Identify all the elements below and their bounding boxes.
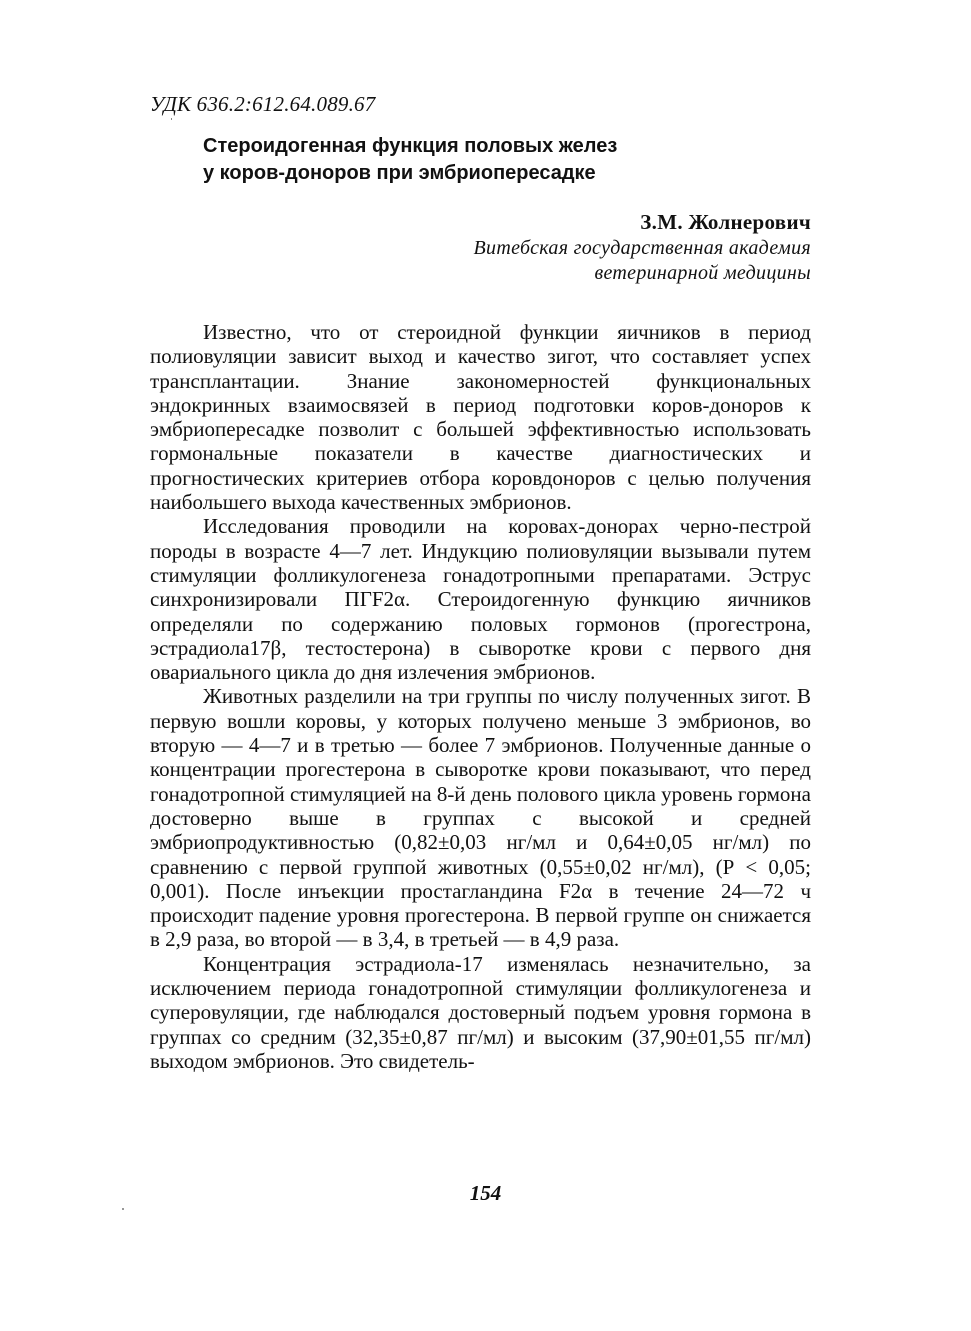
affiliation-line-1: Витебская государственная академия bbox=[473, 237, 811, 259]
page-number: 154 bbox=[469, 1181, 502, 1205]
scan-speck bbox=[122, 1208, 124, 1210]
article-title-line-1: Стероидогенная функция половых желез bbox=[203, 135, 618, 157]
article-title bbox=[203, 133, 763, 187]
paragraph-2: Исследования проводили на коровах-донорах черно-пестрой породы в возрасте 4—7 лет. Индукцию полиовуляции вызывали путем стимуляции фолликулогенеза гонадотропными препаратами. Эструс синхронизировали ПГF2α. Стероидогенную функцию яичников определяли по содержанию половых гормонов (прогестрона, эстрадиола17β, тестостерона) в сыворотке крови с первого дня овариального цикла до дня излечения эмбрионов. bbox=[150, 514, 811, 685]
paragraph-4: Концентрация эстрадиола-17 изменялась незначительно, за исключением периода гонадотропной стимуляции фолликулогенеза и суперовуляции, где наблюдался достоверный подъем уровня гормона в группах со средним (32,35±0,87 пг/мл) и высоким (37,90±01,55 пг/мл) выходом эмбрионов. Это свидетель- bbox=[150, 951, 811, 1073]
article-title-line-2: у коров-доноров при эмбриопересадке bbox=[203, 162, 596, 184]
author-block bbox=[474, 208, 811, 286]
article-body bbox=[150, 320, 811, 1073]
paragraph-1: Известно, что от стероидной функции яичников в период полиовуляции зависит выход и качество зигот, что составляет успех трансплантации. Знание закономерностей функциональных эндокринных взаимосвязей в период подготовки коров-доноров к эмбриопересадке позволит с большей эффективностью использовать гормональные показатели в качестве диагностических и прогностических критериев отбора коровдоноров с целью получения наибольшего выхода качественных эмбрионов. bbox=[150, 320, 811, 515]
scan-speck bbox=[171, 118, 172, 120]
author-name: З.М. Жолнерович bbox=[640, 210, 811, 234]
paragraph-3: Животных разделили на три группы по числу полученных зигот. В первую вошли коровы, у которых получено меньше 3 эмбрионов, во вторую — 4—7 и в третью — более 7 эмбрионов. Полученные данные о концентрации прогестерона в сыворотке крови показывают, что перед гонадотропной стимуляцией на 8-й день полового цикла уровень гормона достоверно выше в группах с высокой и средней эмбриопродуктивностью (0,82±0,03 нг/мл и 0,64±0,05 нг/мл) по сравнению с первой группой животных (0,55±0,02 нг/мл), (Р < 0,05; 0,001). После инъекции простагландина F2α в течение 24—72 ч происходит падение уровня прогестерона. В первой группе он снижается в 2,9 раза, во второй — в 3,4, в третьей — в 4,9 раза. bbox=[150, 684, 811, 952]
affiliation-line-2: ветеринарной медицины bbox=[594, 262, 811, 284]
udk-code: УДК 636.2:612.64.089.67 bbox=[150, 92, 376, 116]
